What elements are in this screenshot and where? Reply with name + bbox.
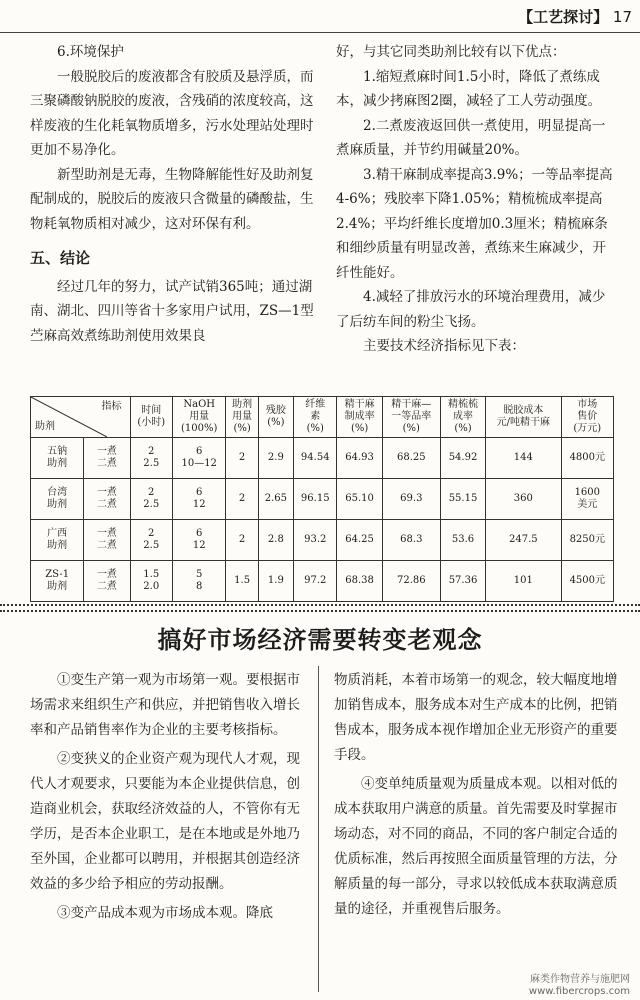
row-agent: 2	[226, 520, 258, 561]
row-price: 1600 美元	[561, 479, 613, 520]
header-agent: 助剂 用量 (%)	[226, 397, 258, 438]
row-naoh: 6 12	[172, 520, 226, 561]
row-agent-name: ZS-1 助剂	[31, 561, 84, 602]
column-divider	[318, 666, 319, 992]
table-row	[31, 438, 614, 479]
point-2: ②变狭义的企业资产观为现代人才观，现代人才观要求，只要能为本企业提供信息，创造商业机会，获取经济效益的人，不管你有无学历，是否本企业职工，是在本地或是外地乃至外国，企业都可以聘用，并根据其创造经济效益的多少给予相应的劳动报酬。	[30, 751, 300, 892]
section5-paragraph: 经过几年的努力，试产试销365吨；通过湖南、湖北、四川等省十多家用户试用，ZS—1型苎麻高效煮练助剂使用效果良	[30, 278, 314, 344]
row-boil: 一煮 二煮	[84, 520, 130, 561]
advantage-3: 3.精干麻制成率提高3.9%；一等品率提高4-6%；残胶率下降1.05%；精梳梳成率提高2.4%；平均纤维长度增加0.3厘米；精梳麻条和细纱质量有明显改善，煮练来生麻减少，开纤性能好。	[336, 166, 613, 281]
row-naoh: 6 10—12	[172, 438, 226, 479]
row-boil: 一煮 二煮	[84, 438, 130, 479]
advantage-2: 2.二煮废液返回供一煮使用，明显提高一煮麻质量，并节约用碱量20%。	[336, 117, 606, 158]
row-cellulose: 93.2	[294, 520, 337, 561]
left-column-bottom	[30, 668, 308, 926]
row-boil: 一煮 二煮	[84, 479, 130, 520]
row-time: 1.5 2.0	[130, 561, 172, 602]
row-comb: 57.36	[440, 561, 485, 602]
table-intro: 主要技术经济指标见下表：	[363, 338, 525, 354]
header-price: 市场 售价 (万元)	[561, 397, 613, 438]
page-header	[518, 6, 632, 27]
watermark	[529, 974, 630, 998]
section5-heading: 五、结论	[30, 249, 91, 267]
header-cellulose: 纤维 素 (%)	[294, 397, 337, 438]
header-yield: 精干麻 制成率 (%)	[337, 397, 382, 438]
article-title: 搞好市场经济需要转变老观念	[157, 626, 483, 654]
right-column-bottom	[334, 668, 618, 922]
page-number: 17	[612, 8, 632, 26]
header-rule	[0, 32, 640, 33]
row-comb: 53.6	[440, 520, 485, 561]
point-3-start: ③变产品成本观为市场成本观。降底	[57, 905, 273, 921]
row-agent: 1.5	[226, 561, 258, 602]
header-first-grade: 精干麻— 一等品率 (%)	[382, 397, 440, 438]
row-price: 8250元	[561, 520, 613, 561]
section-divider	[0, 610, 640, 612]
row-yield: 64.93	[337, 438, 382, 479]
left-column-top	[30, 40, 314, 348]
row-first-grade: 69.3	[382, 479, 440, 520]
point-1: ①变生产第一观为市场第一观。要根据市场需求来组织生产和供应，并把销售收入增长率和产品销售率作为企业的主要考核指标。	[30, 672, 300, 738]
row-cellulose: 96.15	[294, 479, 337, 520]
section-tag: 【工艺探讨】	[518, 8, 609, 26]
row-naoh: 6 12	[172, 479, 226, 520]
row-cost: 144	[486, 438, 561, 479]
row-naoh: 5 8	[172, 561, 226, 602]
header-residue: 残胶 (%)	[258, 397, 293, 438]
header-naoh: NaOH 用量 (100%)	[172, 397, 226, 438]
row-residue: 1.9	[258, 561, 293, 602]
row-time: 2 2.5	[130, 520, 172, 561]
right-column-top	[336, 40, 618, 359]
row-agent: 2	[226, 479, 258, 520]
row-residue: 2.8	[258, 520, 293, 561]
row-agent: 2	[226, 438, 258, 479]
row-comb: 55.15	[440, 479, 485, 520]
point-4: ④变单纯质量观为质量成本观。以相对低的成本获取用户满意的质量。首先需要及时掌握市场动态，对不同的商品，不同的客户制定合适的优质标准，然后再按照全面质量管理的方法，分解质量的每一部分，寻求以较低成本获取满意质量的途径，并重视售后服务。	[334, 776, 618, 917]
row-agent-name: 台湾 助剂	[31, 479, 84, 520]
row-cost: 101	[486, 561, 561, 602]
point-3-continued: 物质消耗，本着市场第一的观念，较大幅度地增加销售成本，服务成本对生产成本的比例，把销售成本，服务成本视作增加企业无形资产的重要手段。	[334, 672, 618, 763]
watermark-url: www.fibercrops.com	[528, 986, 630, 997]
row-price: 4500元	[561, 561, 613, 602]
advantage-1: 1.缩短煮麻时间1.5小时，降低了煮练成本，减少拷麻图2圈，减轻了工人劳动强度。	[336, 68, 602, 109]
row-boil: 一煮 二煮	[84, 561, 130, 602]
row-first-grade: 68.3	[382, 520, 440, 561]
item6-paragraph-2: 新型助剂是无毒，生物降解能性好及助剂复配制成的，脱胶后的废液只含微量的磷酸盐，生物耗氧物质相对减少，这对环保有利。	[30, 166, 314, 232]
row-time: 2 2.5	[130, 479, 172, 520]
row-first-grade: 68.25	[382, 438, 440, 479]
row-cellulose: 94.54	[294, 438, 337, 479]
row-time: 2 2.5	[130, 438, 172, 479]
table-row	[31, 520, 614, 561]
row-residue: 2.65	[258, 479, 293, 520]
row-first-grade: 72.86	[382, 561, 440, 602]
row-cellulose: 97.2	[294, 561, 337, 602]
row-comb: 54.92	[440, 438, 485, 479]
row-yield: 68.38	[337, 561, 382, 602]
advantages-intro: 好，与其它同类助剂比较有以下优点：	[336, 44, 566, 60]
watermark-title: 麻类作物营养与施肥网	[530, 974, 630, 985]
row-price: 4800元	[561, 438, 613, 479]
row-agent-name: 广西 助剂	[31, 520, 84, 561]
corner-top-label: 指标	[101, 401, 122, 412]
header-cost: 脱胶成本 元/吨精干麻	[486, 397, 561, 438]
table-row	[31, 561, 614, 602]
corner-bottom-label: 助剂	[35, 421, 55, 432]
header-time: 时间 (小时)	[130, 397, 172, 438]
row-cost: 247.5	[486, 520, 561, 561]
row-yield: 64.25	[337, 520, 382, 561]
row-agent-name: 五钠 助剂	[31, 438, 84, 479]
header-comb: 精梳梳 成率 (%)	[440, 397, 485, 438]
table-corner-cell	[31, 397, 131, 438]
advantage-4: 4.减轻了排放污水的环境治理费用，减少了后纺车间的粉尘飞扬。	[336, 289, 606, 330]
table-header-row	[31, 397, 614, 438]
item6-paragraph-1: 一般脱胶后的废液都含有胶质及悬浮质，而三聚磷酸钠脱胶的废液，含残硝的浓度较高，这样废液的生化耗氧物质增多，污水处理站处理时更加不易净化。	[30, 68, 314, 158]
row-cost: 360	[486, 479, 561, 520]
technical-indicators-table	[30, 396, 614, 602]
row-yield: 65.10	[337, 479, 382, 520]
item6-title: 6.环境保护	[57, 44, 124, 60]
section-divider	[0, 604, 640, 606]
row-residue: 2.9	[258, 438, 293, 479]
table-row	[31, 479, 614, 520]
